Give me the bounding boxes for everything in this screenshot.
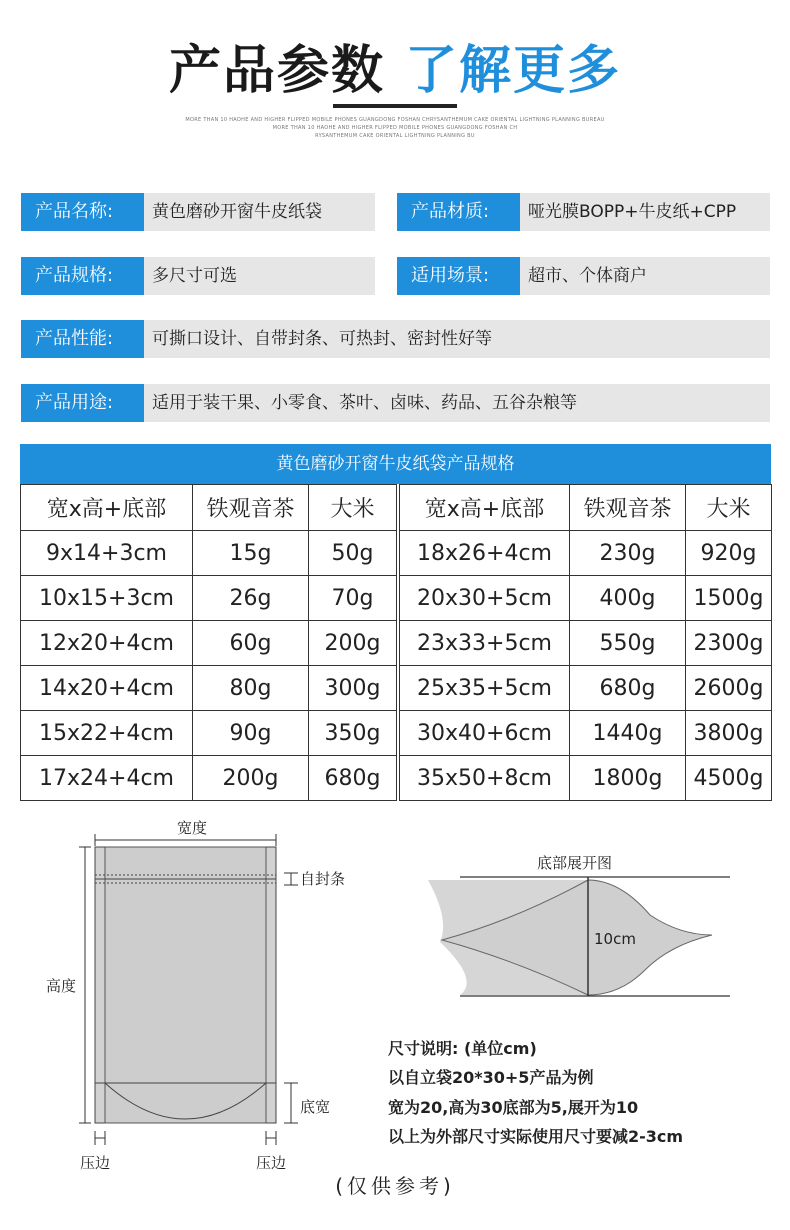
edge-left-label: 压边 [80, 1154, 111, 1172]
cell-rice: 350g [309, 711, 397, 756]
column-header-size: 宽x高+底部 [21, 485, 193, 531]
table-row [21, 621, 397, 666]
cell-tea: 60g [193, 621, 309, 666]
cell-size: 18x26+4cm [400, 531, 570, 576]
cell-tea: 26g [193, 576, 309, 621]
spec-table-left [20, 484, 397, 801]
title-dark: 产品参数 [168, 41, 385, 101]
product-performance-value: 可撕口设计、自带封条、可热封、密封性好等 [144, 320, 770, 358]
table-row [21, 531, 397, 576]
cell-rice: 70g [309, 576, 397, 621]
title-blue: 了解更多 [405, 41, 622, 101]
cell-tea: 15g [193, 531, 309, 576]
cell-rice: 3800g [686, 711, 772, 756]
product-material-value: 哑光膜BOPP+牛皮纸+CPP [520, 193, 770, 231]
product-size-value: 多尺寸可选 [144, 257, 375, 295]
cell-size: 23x33+5cm [400, 621, 570, 666]
subtitle-line-1: MORE THAN 10 HAOHE AND HIGHER FLIPPED MOBILE PHONES GUANGDONG FOSHAN CHRYSANTHEMUM CAKE ORIENTAL LIGHTNING PLANNING BUREAU [185, 117, 605, 123]
column-header-rice: 大米 [686, 485, 772, 531]
column-header-size: 宽x高+底部 [400, 485, 570, 531]
seal-label: 自封条 [300, 870, 346, 888]
bottom-width-label: 底宽 [300, 1098, 331, 1116]
table-row [400, 531, 772, 576]
cell-rice: 920g [686, 531, 772, 576]
cell-tea: 1440g [570, 711, 686, 756]
expand-size-label: 10cm [594, 930, 636, 948]
table-row [400, 756, 772, 801]
product-scene-value: 超市、个体商户 [520, 257, 770, 295]
cell-size: 14x20+4cm [21, 666, 193, 711]
cell-size: 20x30+5cm [400, 576, 570, 621]
subtitle-line-3: RYSANTHEMUM CAKE ORIENTAL LIGHTNING PLANNING BU [315, 133, 475, 139]
product-usage-label: 产品用途: [21, 384, 144, 422]
table-row [400, 621, 772, 666]
footer-reference-note: (仅供参考) [335, 1174, 455, 1198]
product-material-label: 产品材质: [397, 193, 520, 231]
bottom-expand-diagram [420, 850, 740, 1010]
title-underline [333, 104, 457, 108]
width-label: 宽度 [177, 819, 208, 837]
cell-size: 35x50+8cm [400, 756, 570, 801]
cell-size: 10x15+3cm [21, 576, 193, 621]
note-line-1: 尺寸说明: (单位cm) [388, 1039, 537, 1058]
cell-rice: 300g [309, 666, 397, 711]
table-row [21, 666, 397, 711]
product-size-label: 产品规格: [21, 257, 144, 295]
product-performance-label: 产品性能: [21, 320, 144, 358]
cell-tea: 90g [193, 711, 309, 756]
cell-rice: 2600g [686, 666, 772, 711]
table-header-row [21, 485, 397, 531]
edge-right-label: 压边 [256, 1154, 287, 1172]
cell-rice: 50g [309, 531, 397, 576]
table-row [400, 576, 772, 621]
cell-tea: 200g [193, 756, 309, 801]
cell-tea: 1800g [570, 756, 686, 801]
subtitle-line-2: MORE THAN 10 HAOHE AND HIGHER FLIPPED MOBILE PHONES GUANGDONG FOSHAN CH [272, 125, 518, 131]
height-label: 高度 [46, 977, 77, 995]
cell-tea: 680g [570, 666, 686, 711]
column-header-tea: 铁观音茶 [570, 485, 686, 531]
cell-rice: 200g [309, 621, 397, 666]
product-name-value: 黄色磨砂开窗牛皮纸袋 [144, 193, 375, 231]
cell-tea: 550g [570, 621, 686, 666]
table-header-row [400, 485, 772, 531]
cell-size: 25x35+5cm [400, 666, 570, 711]
cell-rice: 680g [309, 756, 397, 801]
table-row [21, 756, 397, 801]
cell-size: 17x24+4cm [21, 756, 193, 801]
expand-title: 底部展开图 [537, 854, 613, 872]
page-title [0, 28, 790, 103]
table-row [400, 666, 772, 711]
cell-size: 9x14+3cm [21, 531, 193, 576]
cell-rice: 4500g [686, 756, 772, 801]
note-line-2: 以自立袋20*30+5产品为例 [388, 1068, 594, 1087]
note-line-4: 以上为外部尺寸实际使用尺寸要减2-3cm [388, 1127, 684, 1146]
cell-tea: 230g [570, 531, 686, 576]
cell-size: 12x20+4cm [21, 621, 193, 666]
product-name-label: 产品名称: [21, 193, 144, 231]
column-header-tea: 铁观音茶 [193, 485, 309, 531]
cell-size: 15x22+4cm [21, 711, 193, 756]
table-row [400, 711, 772, 756]
cell-tea: 80g [193, 666, 309, 711]
table-row [21, 576, 397, 621]
table-row [21, 711, 397, 756]
product-scene-label: 适用场景: [397, 257, 520, 295]
column-header-rice: 大米 [309, 485, 397, 531]
spec-table-right [399, 484, 772, 801]
cell-rice: 1500g [686, 576, 772, 621]
note-line-3: 宽为20,高为30底部为5,展开为10 [388, 1098, 639, 1117]
cell-tea: 400g [570, 576, 686, 621]
cell-rice: 2300g [686, 621, 772, 666]
product-usage-value: 适用于装干果、小零食、茶叶、卤味、药品、五谷杂粮等 [144, 384, 770, 422]
cell-size: 30x40+6cm [400, 711, 570, 756]
spec-table-title: 黄色磨砂开窗牛皮纸袋产品规格 [20, 444, 771, 484]
